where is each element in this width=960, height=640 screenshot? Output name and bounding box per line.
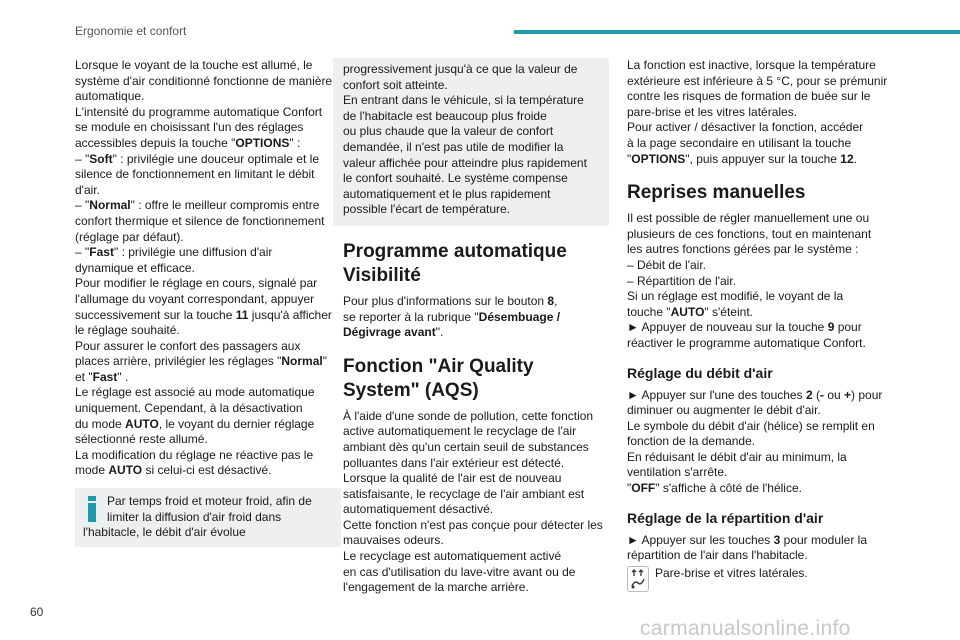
text-line: l'engagement de la marche arrière. [343,580,529,595]
text-line: silence de fonctionnement en limitant le débit [75,167,315,182]
text-line: réactiver le programme automatique Confort. [627,335,866,350]
text-line: active automatiquement le recyclage de l'air [343,424,577,439]
text-line: Il est possible de régler manuellement une ou [627,211,870,226]
text-line: sélectionné reste allumé. [75,432,208,447]
text-line: l'allumage du voyant correspondant, appuyer [75,291,315,306]
text-line: – Débit de l'air. [627,257,707,272]
text-line: polluantes dans l'air extérieur est détecté. [343,455,565,470]
text-line: système d'air conditionné fonctionne de manière [75,73,333,88]
text-line: Le symbole du débit d'air (hélice) se remplit en [627,418,875,433]
text-line: Pour modifier le réglage en cours, signalé par [75,276,318,291]
text-line: possible l'écart de température. [343,202,511,217]
text-line: l'habitacle, le débit d'air évolue [83,525,246,540]
option-fast: – "Fast" : privilégie une diffusion d'air [75,245,273,260]
paragraph-airflow [627,388,907,497]
text-line: ► Appuyer de nouveau sur la touche 9 pour [627,320,862,335]
text-line: places arrière, privilégier les réglages "Normal" [75,354,327,369]
text-line: Pour activer / désactiver la fonction, accéder [627,120,864,135]
icon-label: Pare-brise et vitres latérales. [655,565,808,580]
text-line: Lorsque la qualité de l'air est de nouveau [343,471,562,486]
option-normal: – "Normal" : offre le meilleur compromis entre [75,198,320,213]
header-accent-bar [514,30,960,34]
text-line: diminuer ou augmenter le débit d'air. [627,403,821,418]
text-line: uniquement. Cependant, à la désactivation [75,401,303,416]
text-line: plusieurs de ces fonctions, tout en maintenant [627,226,872,241]
paragraph-inactive [627,58,907,167]
text-line: dynamique et efficace. [75,260,195,275]
text-line: se module en choisissant l'un des réglages [75,120,304,135]
text-line: confort soit atteinte. [343,77,448,92]
text-line: satisfaisante, le recyclage de l'air ambiant est [343,486,585,501]
text-line: Le réglage est associé au mode automatique [75,385,315,400]
text-line: automatiquement et le plus rapidement [343,186,551,201]
text-line: Si un réglage est modifié, le voyant de la [627,289,844,304]
paragraph-manual [627,211,907,351]
text-line: le réglage souhaité. [75,323,180,338]
column-1 [75,58,341,547]
paragraph-aqs [343,409,609,596]
text-line: de l'habitacle est beaucoup plus froide [343,108,547,123]
heading-visibility: Programme automatique Visibilité [343,240,567,286]
text-line: mauvaises odeurs. [343,533,444,548]
watermark: carmanualsonline.info [640,617,851,640]
text-line: L'intensité du programme automatique Confort [75,104,323,119]
text-line: limiter la diffusion d'air froid dans [107,509,282,524]
info-icon [85,496,99,522]
page-number: 60 [30,605,44,619]
column-2 [343,58,609,596]
text-line: Le recyclage est automatiquement activé [343,549,562,564]
text-line: accessibles depuis la touche "OPTIONS" : [75,135,301,150]
text-line: à la page secondaire en utilisant la touche [627,135,852,150]
text-line: mode AUTO si celui-ci est désactivé. [75,463,272,478]
paragraph-auto [75,58,341,479]
text-line: touche "AUTO" s'éteint. [627,304,753,319]
text-line: "OPTIONS", puis appuyer sur la touche 12. [627,151,857,166]
text-line: ► Appuyer sur les touches 3 pour moduler la [627,532,868,547]
text-line: demandée, il n'est pas utile de modifier la [343,139,564,154]
text-line: ventilation s'arrête. [627,465,728,480]
text-line: La modification du réglage ne réactive pas le [75,447,314,462]
text-line: automatiquement désactivé. [343,502,494,517]
text-line: extérieure est inférieure à 5 °C, pour se prémunir [627,73,888,88]
heading-distribution: Réglage de la répartition d'air [627,509,824,526]
text-line: successivement sur la touche 11 jusqu'à afficher [75,307,332,322]
text-line: du mode AUTO, le voyant du dernier réglage [75,416,315,431]
text-line: ► Appuyer sur l'une des touches 2 (- ou +) pour [627,387,883,402]
text-line: (réglage par défaut). [75,229,184,244]
text-line: ambiant dès qu'un certain seuil de substances [343,439,589,454]
text-line: pare-brise et les vitres latérales. [627,104,798,119]
text-line: se reporter à la rubrique "Désembuage / [343,309,561,324]
info-note-continued [333,58,609,226]
option-soft: – "Soft" : privilégie une douceur optimale et le [75,151,319,166]
windscreen-airflow-icon [627,566,649,592]
text-line: – Répartition de l'air. [627,273,737,288]
text-line: La fonction est inactive, lorsque la température [627,58,876,72]
text-line: En réduisant le débit d'air au minimum, la [627,449,847,464]
text-line: répartition de l'air dans l'habitacle. [627,548,808,563]
text-line: confort thermique et silence de fonctionnement [75,213,325,228]
text-line: Par temps froid et moteur froid, afin de [107,494,312,509]
paragraph-distribution [627,533,907,592]
text-line: Pour plus d'informations sur le bouton 8, [343,293,558,308]
text-line: et "Fast" . [75,369,129,384]
text-line: Cette fonction n'est pas conçue pour détecter les [343,517,603,532]
text-line: fonction de la demande. [627,434,756,449]
info-note [75,488,341,547]
text-line: Lorsque le voyant de la touche est allumé, le [75,58,313,72]
text-line: en cas d'utilisation du lave-vitre avant ou de [343,564,576,579]
page-header-title: Ergonomie et confort [75,24,187,38]
heading-aqs: Fonction "Air Quality System" (AQS) [343,355,534,401]
text-line: d'air. [75,182,100,197]
text-line: le confort souhaité. Le système compense [343,171,568,186]
text-line: valeur affichée pour atteindre plus rapidement [343,155,587,170]
text-line: contre les risques de formation de buée sur le [627,89,871,104]
column-3 [627,58,907,592]
heading-manual: Reprises manuelles [627,182,806,204]
text-line: À l'aide d'une sonde de pollution, cette fonction [343,408,594,423]
text-line: Pour assurer le confort des passagers aux [75,338,301,353]
text-line: les autres fonctions gérées par le système : [627,242,859,257]
text-line: En entrant dans le véhicule, si la température [343,93,584,108]
text-line: progressivement jusqu'à ce que la valeur de [343,62,578,76]
text-line: automatique. [75,89,145,104]
text-line: ou plus chaude que la valeur de confort [343,124,554,139]
text-line: Dégivrage avant". [343,325,444,340]
text-line: "OFF" s'affiche à côté de l'hélice. [627,481,802,496]
distribution-option-row [627,566,907,592]
heading-airflow: Réglage du débit d'air [627,364,773,381]
